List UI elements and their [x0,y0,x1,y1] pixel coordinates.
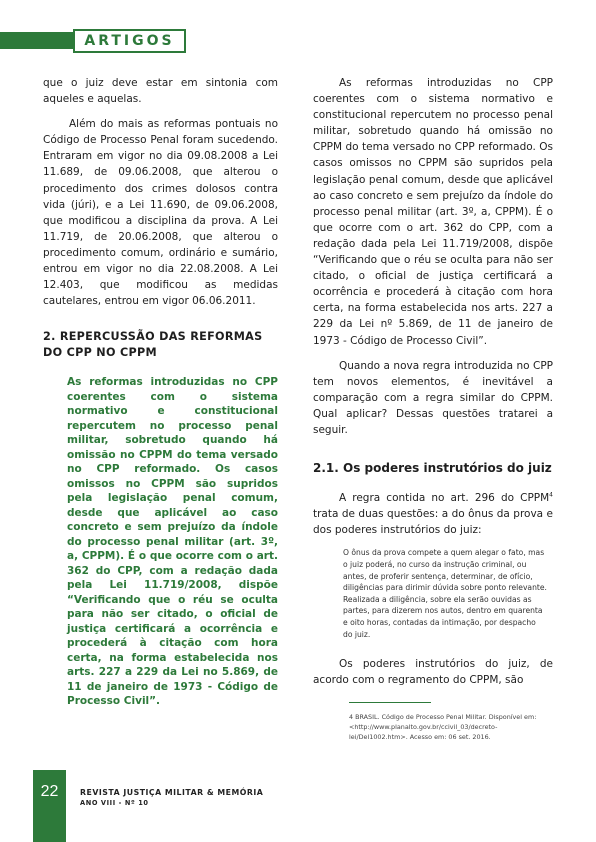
footnote-ref[interactable]: 4 [549,491,553,499]
right-paragraph-2: Quando a nova regra introduzida no CPP tem novos elementos, é inevitável a comparação com a regra similar do CPPM. Qual aplicar? Dessas questões tratarei a seguir. [313,359,553,436]
left-paragraph-2: Além do mais as reformas pontuais no Código de Processo Penal foram sucedendo. Entraram em vigor no dia 09.08.2008 a Lei 11.689, de 09.06.2008, que alterou o procedimento dos crimes dolosos contra vida (júri), e a Lei 11.690, de 09.06.2008, que modificou a disciplina da prova. A Lei 11.719, de 20.06.2008, que alterou o procedimento comum, ordinário e sumário, entrou em vigor no dia 22.08.2008. A Lei 12.403, que modificou as medidas cautelares, entrou em vigor 06.06.2011. [43,118,278,308]
right-paragraph-4: Os poderes instrutórios do juiz, de acordo com o regramento do CPPM, são [313,658,553,687]
footnote: 4 BRASIL. Código de Processo Penal Militar. Disponível em: <http://www.planalto.gov.br/ccivil_03/decreto-lei/Del1002.htm>. Acesso em: 06 set. 2016. [349,713,537,741]
block-quote: O ônus da prova compete a quem alegar o fato, mas o juiz poderá, no curso da instrução criminal, ou antes, de proferir sentença, determinar, de ofício, diligências para dirimir dúvida sobre ponto relevante. Realizada a diligência, sobre ela serão ouvidas as partes, para dizerem nos autos, dentro em quarenta e oito horas, contadas da intimação, por despacho do juiz. [343,548,547,639]
page-number-box [33,770,66,842]
right-paragraph-1: As reformas introduzidas no CPP coerentes com o sistema normativo e constitucional repercutem no processo penal militar, sobretudo quando há omissão no CPPM do tema versado no CPP reformado. Os casos omissos no CPPM são supridos pela legislação penal comum, desde que aplicável ao caso concreto e sem prejuízo da índole do processo penal militar (art. 3º, a, CPPM). É o que ocorre com o art. 362 do CPP, com a redação dada pela Lei 11.719/2008, dispõe “Verificando que o réu se oculta para não ser citado, o oficial de justiça certificará a ocorrência e procederá à citação com hora certa, na forma estabelecida nos arts. 227 a 229 da Lei nº 5.869, de 11 de janeiro de 1973 - Código de Processo Civil”. [313,77,553,347]
issue-info: ANO VIII - Nº 10 [80,799,149,807]
section-label: ARTIGOS [84,33,175,49]
right-paragraph-3-rest: trata de duas questões: a do ônus da prova e dos poderes instrutórios do juiz: [313,508,553,537]
journal-title: REVISTA JUSTIÇA MILITAR & MEMÓRIA [80,788,264,797]
subsection-heading: 2.1. Os poderes instrutórios do juiz [313,461,552,476]
header-accent-bar [0,32,73,49]
section-tab [73,29,186,53]
right-paragraph-3-text: A regra contida no art. 296 do CPPM [339,492,550,505]
left-paragraph-1: que o juiz deve estar em sintonia com aqueles e aquelas. [43,77,278,106]
footnote-separator [349,702,431,703]
pull-quote: As reformas introduzidas no CPP coerentes com o sistema normativo e constitucional repercutem no processo penal militar, sobretudo quando há omissão no CPPM do tema versado no CPP reformado. Os casos omissos no CPPM são supridos pela legislação penal comum, desde que aplicável ao caso concreto e sem prejuízo da índole do processo penal militar (art. 3º, a, CPPM). É o que ocorre com o art. 362 do CPP, com a redação dada pela Lei 11.719/2008, dispõe “Verificando que o réu se oculta para não ser citado, o oficial de justiça certificará a ocorrência e procederá à citação com hora certa, na forma estabelecida nos arts. 227 a 229 da Lei no 5.869, de 11 de janeiro de 1973 - Código de Processo Civil”. [67,376,278,708]
left-column [43,75,278,709]
right-paragraph-3 [313,490,553,538]
page-number: 22 [40,783,59,800]
section-heading: 2. REPERCUSSÃO DAS REFORMAS DO CPP NO CPPM [43,330,263,360]
right-column [313,75,553,697]
